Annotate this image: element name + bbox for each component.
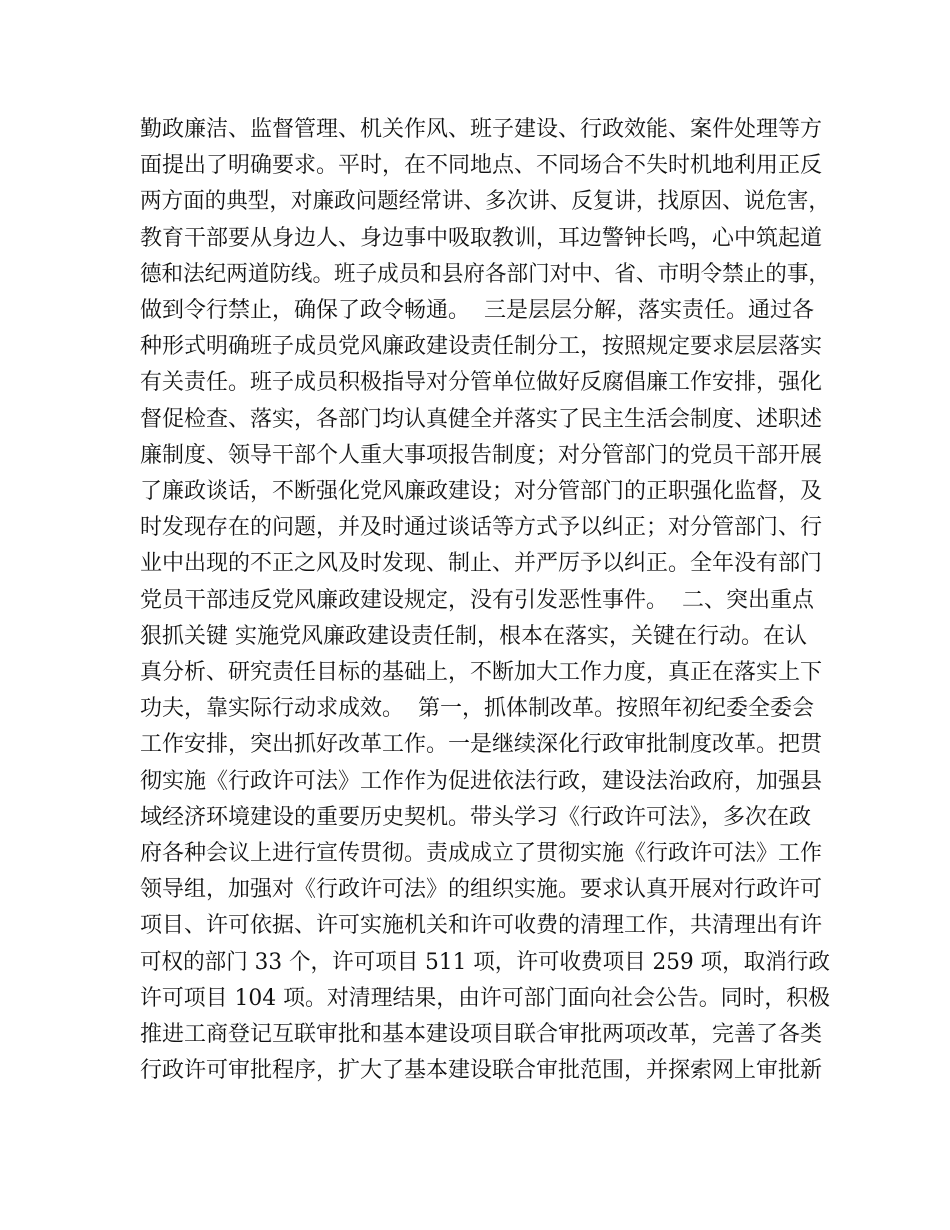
text-line: 德和法纪两道防线。班子成员和县府各部门对中、省、市明令禁止的事，: [140, 262, 831, 287]
text-line: 可权的部门 33 个，许可项目 511 项，许可收费项目 259 项，取消行政: [140, 950, 830, 975]
text-line: 功夫，靠实际行动求成效。 第一，抓体制改革。按照年初纪委全委会: [140, 696, 814, 721]
text-line: 种形式明确班子成员党风廉政建设责任制分工，按照规定要求层层落实: [140, 334, 823, 359]
text-line: 域经济环境建设的重要历史契机。带头学习《行政许可法》，多次在政: [140, 805, 812, 830]
text-line: 许可项目 104 项。对清理结果，由许可部门面向社会公告。同时，积极: [140, 986, 830, 1011]
text-line: 两方面的典型，对廉政问题经常讲、多次讲、反复讲，找原因、说危害，: [140, 189, 831, 214]
text-line: 时发现存在的问题，并及时通过谈话等方式予以纠正；对分管部门、行: [140, 515, 823, 540]
text-line: 工作安排，突出抓好改革工作。一是继续深化行政审批制度改革。把贯: [140, 732, 823, 757]
text-line: 领导组，加强对《行政许可法》的组织实施。要求认真开展对行政许可: [140, 877, 823, 902]
text-line: 做到令行禁止，确保了政令畅通。 三是层层分解，落实责任。通过各: [140, 298, 814, 323]
text-line: 勤政廉洁、监督管理、机关作风、班子建设、行政效能、案件处理等方: [140, 117, 823, 142]
text-line: 真分析、研究责任目标的基础上，不断加大工作力度，真正在落实上下: [140, 660, 823, 685]
text-line: 府各种会议上进行宣传贯彻。责成成立了贯彻实施《行政许可法》工作: [140, 841, 823, 866]
text-line: 督促检查、落实，各部门均认真健全并落实了民主生活会制度、述职述: [140, 407, 823, 432]
text-line: 廉制度、领导干部个人重大事项报告制度；对分管部门的党员干部开展: [140, 443, 823, 468]
text-line: 业中出现的不正之风及时发现、制止、并严厉予以纠正。全年没有部门: [140, 551, 823, 576]
text-line: 项目、许可依据、许可实施机关和许可收费的清理工作，共清理出有许: [140, 913, 823, 938]
text-line: 彻实施《行政许可法》工作作为促进依法行政，建设法治政府，加强县: [140, 769, 823, 794]
text-line: 面提出了明确要求。平时，在不同地点、不同场合不失时机地利用正反: [140, 153, 823, 178]
text-line: 狠抓关键 实施党风廉政建设责任制，根本在落实，关键在行动。在认: [140, 624, 807, 649]
text-line: 行政许可审批程序，扩大了基本建设联合审批范围，并探索网上审批新: [140, 1058, 823, 1083]
text-line: 了廉政谈话，不断强化党风廉政建设；对分管部门的正职强化监督，及: [140, 479, 823, 504]
text-line: 推进工商登记互联审批和基本建设项目联合审批两项改革，完善了各类: [140, 1022, 823, 1047]
text-line: 党员干部违反党风廉政建设规定，没有引发恶性事件。 二、突出重点: [140, 588, 814, 613]
text-line: 有关责任。班子成员积极指导对分管单位做好反腐倡廉工作安排，强化: [140, 370, 823, 395]
text-line: 教育干部要从身边人、身边事中吸取教训，耳边警钟长鸣，心中筑起道: [140, 226, 823, 251]
